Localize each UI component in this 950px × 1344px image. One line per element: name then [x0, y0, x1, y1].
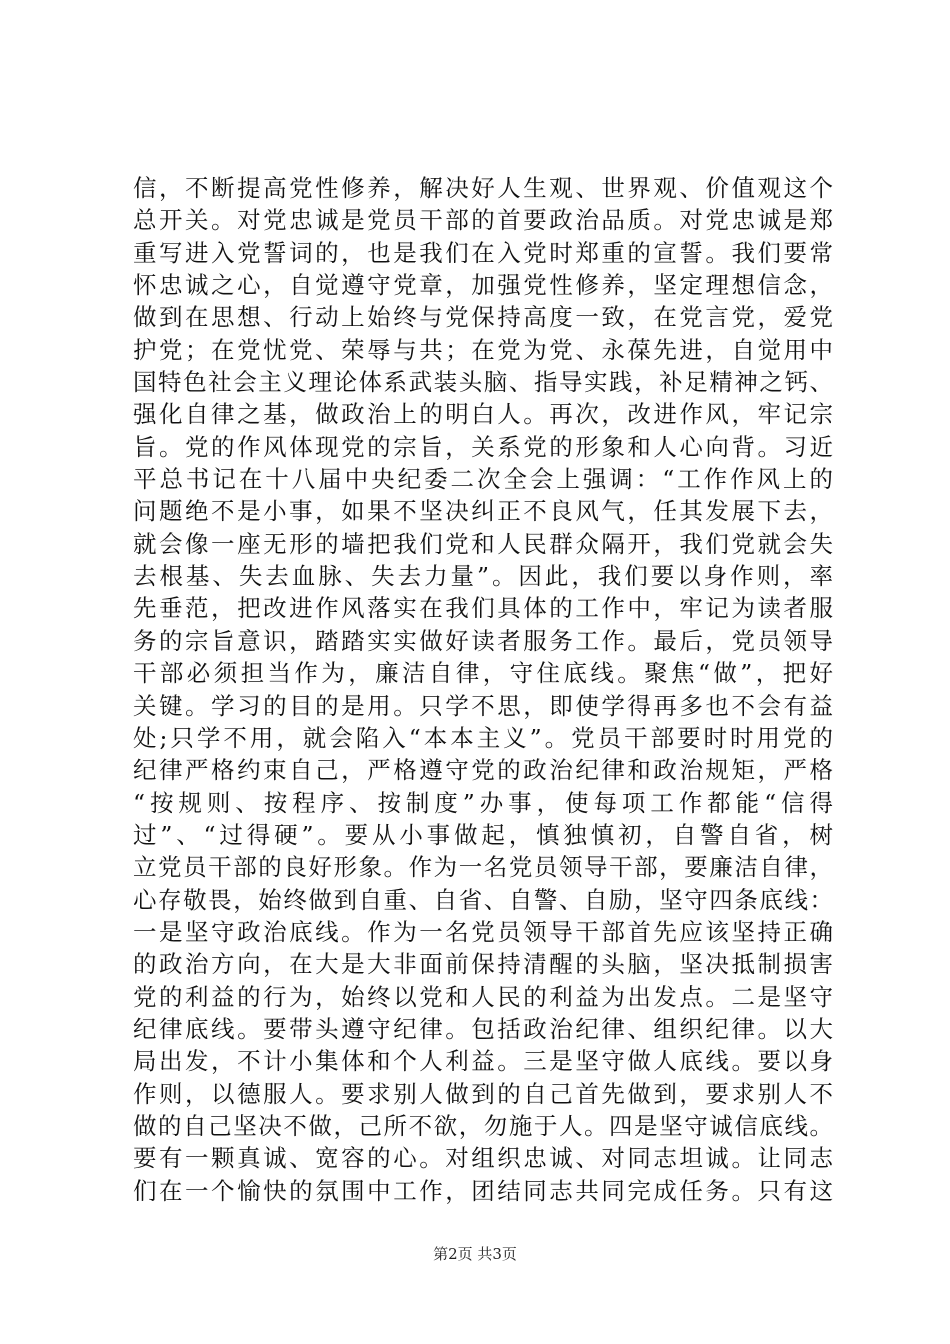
page-number-footer: 第2页 共3页	[433, 1245, 517, 1263]
text-line: 先垂范，把改进作风落实在我们具体的工作中，牢记为读者服	[133, 594, 833, 623]
text-line: 纪律底线。要带头遵守纪律。包括政治纪律、组织纪律。以大	[133, 1014, 833, 1043]
text-line: 的政治方向，在大是大非面前保持清醒的头脑，坚决抵制损害	[133, 950, 833, 979]
text-line: “按规则、按程序、按制度”办事，使每项工作都能“信得	[133, 788, 833, 817]
text-line: 护党；在党忧党、荣辱与共；在党为党、永葆先进，自觉用中	[133, 335, 833, 364]
text-line: 务的宗旨意识，踏踏实实做好读者服务工作。最后，党员领导	[133, 626, 833, 655]
text-line: 就会像一座无形的墙把我们党和人民群众隔开，我们党就会失	[133, 529, 833, 558]
text-line: 们在一个愉快的氛围中工作，团结同志共同完成任务。只有这	[133, 1176, 833, 1205]
text-line: 要有一颗真诚、宽容的心。对组织忠诚、对同志坦诚。让同志	[133, 1144, 833, 1173]
text-line: 做到在思想、行动上始终与党保持高度一致，在党言党，爱党	[133, 303, 833, 332]
text-line: 立党员干部的良好形象。作为一名党员领导干部，要廉洁自律，	[133, 853, 833, 882]
text-line: 信，不断提高党性修养，解决好人生观、世界观、价值观这个	[133, 174, 833, 202]
text-line: 关键。学习的目的是用。只学不思，即使学得再多也不会有益	[133, 691, 833, 720]
text-line: 一是坚守政治底线。作为一名党员领导干部首先应该坚持正确	[133, 917, 833, 946]
text-line: 强化自律之基，做政治上的明白人。再次，改进作风，牢记宗	[133, 400, 833, 429]
text-line: 纪律严格约束自己，严格遵守党的政治纪律和政治规矩，严格	[133, 756, 833, 785]
text-line: 重写进入党誓词的，也是我们在入党时郑重的宣誓。我们要常	[133, 238, 833, 267]
text-line: 心存敬畏，始终做到自重、自省、自警、自励，坚守四条底线：	[133, 885, 833, 914]
text-line: 去根基、失去血脉、失去力量”。因此，我们要以身作则，率	[133, 562, 833, 591]
text-line: 做的自己坚决不做，己所不欲，勿施于人。四是坚守诚信底线。	[133, 1111, 833, 1140]
text-line: 问题绝不是小事，如果不坚决纠正不良风气，任其发展下去，	[133, 497, 833, 526]
text-line: 旨。党的作风体现党的宗旨，关系党的形象和人心向背。习近	[133, 432, 833, 461]
text-line: 干部必须担当作为，廉洁自律，守住底线。聚焦“做”，把好	[133, 659, 833, 688]
text-line: 处;只学不用，就会陷入“本本主义”。党员干部要时时用党的	[133, 723, 833, 752]
text-line: 局出发，不计小集体和个人利益。三是坚守做人底线。要以身	[133, 1047, 833, 1076]
text-line: 国特色社会主义理论体系武装头脑、指导实践，补足精神之钙、	[133, 368, 833, 397]
document-body	[133, 172, 833, 1207]
text-line: 平总书记在十八届中央纪委二次全会上强调：“工作作风上的	[133, 465, 833, 494]
text-line: 党的利益的行为，始终以党和人民的利益为出发点。二是坚守	[133, 982, 833, 1011]
text-line: 过”、“过得硬”。要从小事做起，慎独慎初，自警自省，树	[133, 820, 833, 849]
text-line: 作则，以德服人。要求别人做到的自己首先做到，要求别人不	[133, 1079, 833, 1108]
text-line: 怀忠诚之心，自觉遵守党章，加强党性修养，坚定理想信念，	[133, 271, 833, 300]
text-line: 总开关。对党忠诚是党员干部的首要政治品质。对党忠诚是郑	[133, 206, 833, 235]
